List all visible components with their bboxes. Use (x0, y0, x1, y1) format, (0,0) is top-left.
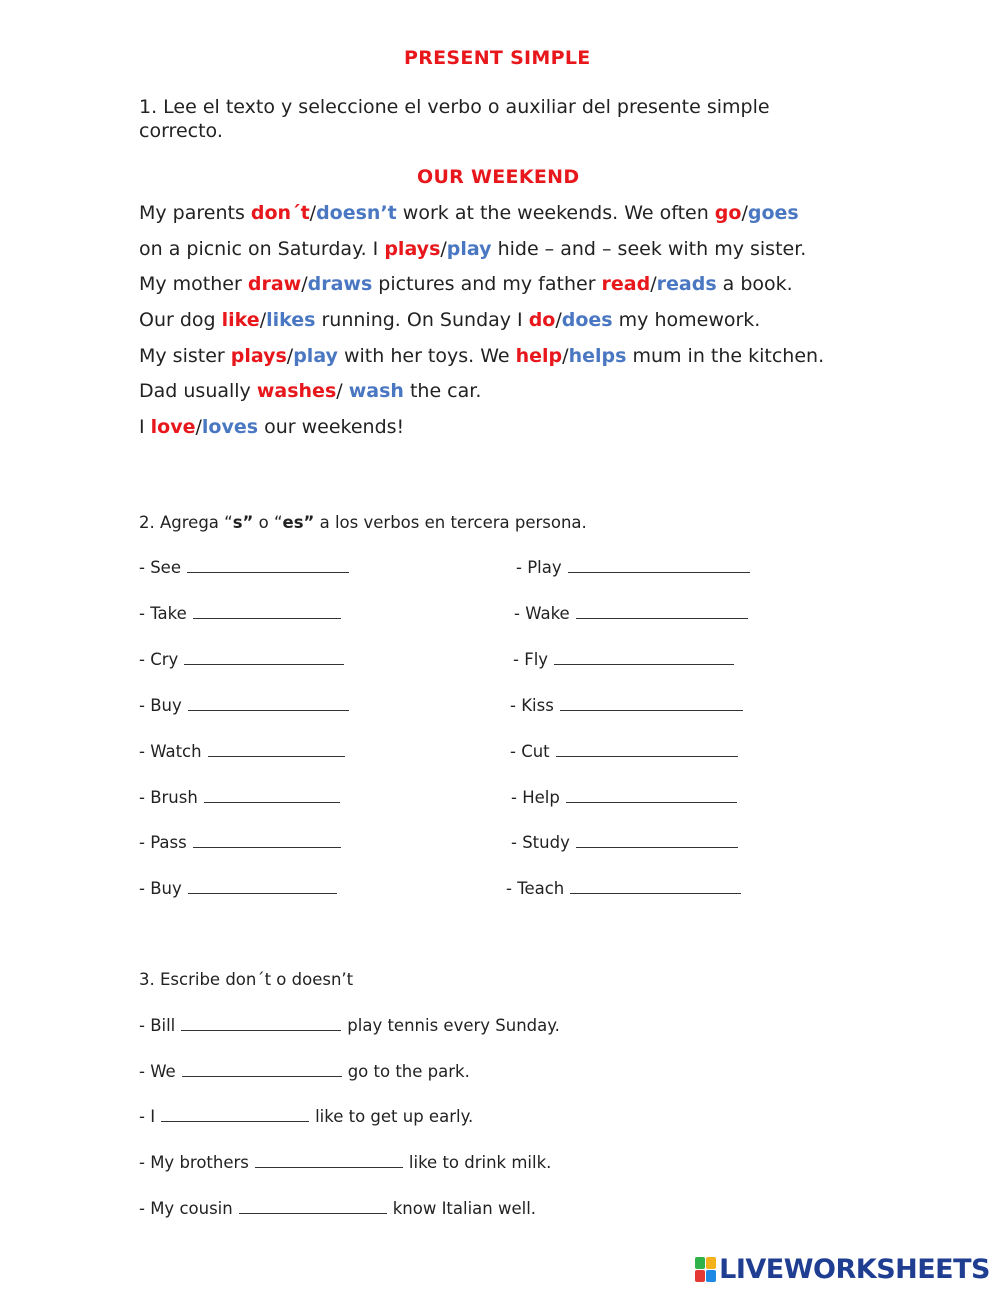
liveworksheets-logo (695, 1254, 990, 1285)
verb-option-b[interactable]: play (293, 345, 338, 367)
answer-blank[interactable] (255, 1153, 403, 1168)
verb-item-right (511, 788, 737, 807)
answer-blank[interactable] (161, 1107, 309, 1122)
page-title: PRESENT SIMPLE (404, 47, 591, 69)
sentence-rest: play tennis every Sunday. (347, 1016, 560, 1035)
sentence-subject: - I (139, 1107, 156, 1126)
verb-option-a[interactable]: like (221, 309, 260, 331)
verb-label: - Buy (139, 879, 182, 898)
story-text-segment: / (309, 202, 317, 224)
answer-blank[interactable] (576, 604, 748, 619)
verb-option-a[interactable]: do (528, 309, 556, 331)
story-text-segment: pictures and my father (372, 273, 602, 295)
sentence-item (139, 1199, 536, 1218)
verb-item-left (139, 879, 337, 898)
sentence-subject: - Bill (139, 1016, 176, 1035)
instruction-1 (139, 95, 770, 143)
story-line (139, 416, 404, 438)
verb-label: - Study (511, 833, 570, 852)
story-line (139, 238, 806, 260)
answer-blank[interactable] (193, 833, 341, 848)
answer-blank[interactable] (182, 1062, 342, 1077)
verb-option-a[interactable]: help (515, 345, 563, 367)
story-text-segment: running. On Sunday I (315, 309, 529, 331)
story-line (139, 273, 793, 295)
verb-label: - Play (516, 558, 562, 577)
story-line (139, 345, 824, 367)
verb-label: - Buy (139, 696, 182, 715)
story-text-segment: My mother (139, 273, 248, 295)
answer-blank[interactable] (181, 1016, 341, 1031)
story-text-segment: / (741, 202, 748, 224)
verb-item-left (139, 558, 349, 577)
verb-item-right (510, 742, 738, 761)
sentence-subject: - My brothers (139, 1153, 249, 1172)
verb-item-right (516, 558, 750, 577)
instruction-2-post: a los verbos en tercera persona. (314, 513, 587, 532)
verb-option-b[interactable]: does (561, 309, 613, 331)
answer-blank[interactable] (568, 558, 750, 573)
answer-blank[interactable] (193, 604, 341, 619)
verb-option-a[interactable]: love (150, 416, 196, 438)
sentence-rest: like to get up early. (315, 1107, 474, 1126)
answer-blank[interactable] (576, 833, 738, 848)
instruction-1-line1: 1. Lee el texto y seleccione el verbo o auxiliar del presente simple (139, 96, 770, 118)
story-text-segment: / (650, 273, 657, 295)
verb-option-b[interactable]: play (446, 238, 492, 260)
story-text-segment: I (139, 416, 151, 438)
sentence-subject: - We (139, 1062, 176, 1081)
logo-text: LIVEWORKSHEETS (719, 1254, 990, 1285)
answer-blank[interactable] (560, 696, 743, 711)
story-text-segment: work at the weekends. We often (396, 202, 715, 224)
instruction-2-es: es” (282, 513, 315, 532)
verb-label: - Kiss (510, 696, 554, 715)
story-text-segment: / (440, 238, 447, 260)
verb-label: - Brush (139, 788, 198, 807)
story-text-segment: with her toys. We (337, 345, 516, 367)
answer-blank[interactable] (566, 788, 737, 803)
verb-option-a[interactable]: read (601, 273, 651, 295)
verb-option-a[interactable]: plays (230, 345, 287, 367)
answer-blank[interactable] (187, 558, 349, 573)
story-text-segment: / (555, 309, 562, 331)
story-line (139, 202, 799, 224)
sentence-item (139, 1107, 473, 1126)
story-text-segment: My sister (139, 345, 231, 367)
verb-option-a[interactable]: draw (247, 273, 302, 295)
answer-blank[interactable] (556, 742, 738, 757)
instruction-2-mid: o “ (253, 513, 283, 532)
story-line (139, 309, 760, 331)
story-text-segment: Dad usually (139, 380, 257, 402)
answer-blank[interactable] (184, 650, 344, 665)
story-text-segment: hide – and – seek with my sister. (491, 238, 807, 260)
verb-label: - Cry (139, 650, 179, 669)
answer-blank[interactable] (188, 696, 349, 711)
story-text-segment: mum in the kitchen. (626, 345, 825, 367)
story-text-segment: / (286, 345, 294, 367)
verb-option-b[interactable]: likes (266, 309, 316, 331)
verb-item-right (511, 833, 738, 852)
story-line (139, 380, 481, 402)
verb-option-b[interactable]: doesn’t (316, 202, 397, 224)
verb-item-left (139, 788, 340, 807)
story-text-segment: our weekends! (258, 416, 405, 438)
instruction-2-s: s” (232, 513, 254, 532)
verb-option-a[interactable]: go (714, 202, 742, 224)
verb-item-left (139, 696, 349, 715)
answer-blank[interactable] (554, 650, 734, 665)
story-text-segment: / (301, 273, 308, 295)
verb-option-a[interactable]: don´t (250, 202, 310, 224)
verb-label: - Teach (506, 879, 565, 898)
verb-option-a[interactable]: plays (384, 238, 441, 260)
instruction-2 (139, 513, 587, 532)
verb-option-b[interactable]: loves (201, 416, 259, 438)
logo-cubes-icon (695, 1257, 716, 1282)
story-title: OUR WEEKEND (417, 166, 580, 188)
story-text-segment: / (336, 380, 349, 402)
verb-label: - Fly (513, 650, 549, 669)
verb-label: - Help (511, 788, 560, 807)
instruction-3: 3. Escribe don´t o doesn’t (139, 970, 354, 989)
verb-item-right (506, 879, 741, 898)
verb-option-a[interactable]: washes (256, 380, 337, 402)
verb-item-right (510, 696, 743, 715)
verb-label: - Take (139, 604, 187, 623)
story-text-segment: / (562, 345, 569, 367)
verb-option-b[interactable]: reads (656, 273, 717, 295)
sentence-item (139, 1016, 560, 1035)
sentence-item (139, 1153, 551, 1172)
instruction-2-pre: 2. Agrega “ (139, 513, 233, 532)
verb-label: - Cut (510, 742, 550, 761)
story-text-segment: my homework. (612, 309, 761, 331)
verb-label: - Watch (139, 742, 202, 761)
answer-blank[interactable] (239, 1199, 387, 1214)
verb-label: - Pass (139, 833, 187, 852)
verb-item-left (139, 833, 341, 852)
verb-option-b[interactable]: goes (747, 202, 799, 224)
sentence-rest: like to drink milk. (408, 1153, 552, 1172)
story-text-segment: Our dog (139, 309, 222, 331)
story-text-segment: the car. (403, 380, 482, 402)
story-text-segment: on a picnic on Saturday. I (139, 238, 385, 260)
verb-item-right (514, 604, 748, 623)
verb-item-left (139, 650, 344, 669)
verb-label: - Wake (514, 604, 570, 623)
sentence-subject: - My cousin (139, 1199, 233, 1218)
answer-blank[interactable] (204, 788, 340, 803)
verb-option-b[interactable]: draws (307, 273, 373, 295)
story-text-segment: / (195, 416, 202, 438)
verb-item-right (513, 650, 734, 669)
sentence-rest: know Italian well. (392, 1199, 537, 1218)
verb-item-left (139, 604, 341, 623)
answer-blank[interactable] (208, 742, 345, 757)
verb-item-left (139, 742, 345, 761)
story-text-segment: / (259, 309, 267, 331)
sentence-item (139, 1062, 470, 1081)
story-text-segment: My parents (139, 202, 251, 224)
answer-blank[interactable] (570, 879, 741, 894)
instruction-1-line2: correcto. (139, 120, 223, 142)
answer-blank[interactable] (188, 879, 337, 894)
verb-label: - See (139, 558, 181, 577)
verb-option-b[interactable]: wash (348, 380, 404, 402)
story-text-segment: a book. (716, 273, 793, 295)
sentence-rest: go to the park. (347, 1062, 470, 1081)
verb-option-b[interactable]: helps (568, 345, 627, 367)
